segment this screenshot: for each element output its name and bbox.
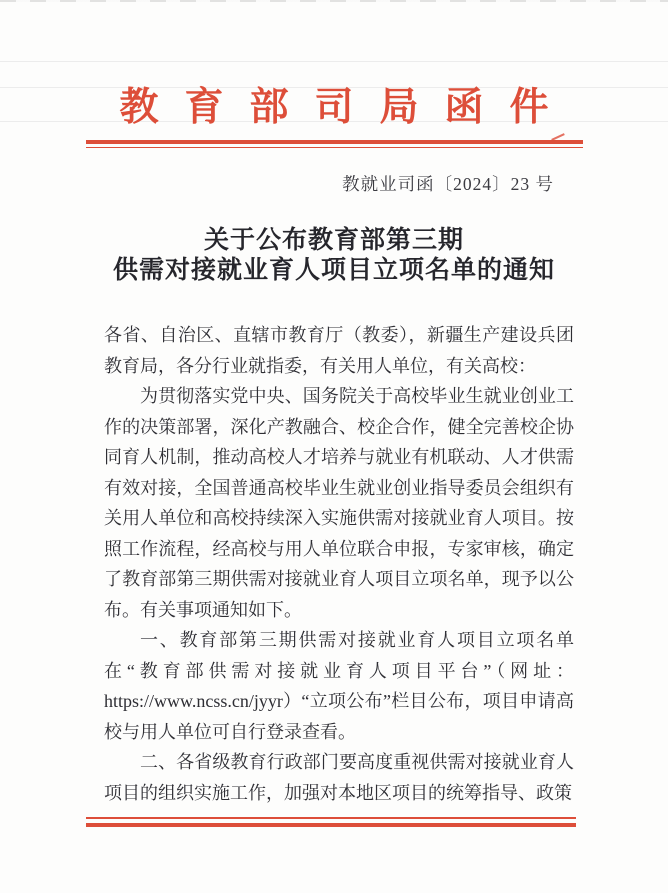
scan-artifact-line <box>0 61 668 62</box>
footer-rule <box>86 817 576 827</box>
letterhead-rule-thin <box>86 147 583 149</box>
notice-title <box>0 226 668 286</box>
letterhead-rule <box>86 140 583 148</box>
letterhead-rule-thick <box>86 140 583 144</box>
body-paragraph: 二、各省级教育行政部门要高度重视供需对接就业育人项目的组织实施工作，加强对本地区项目的统筹指导、政策 <box>104 752 574 803</box>
notice-title-line2: 供需对接就业育人项目立项名单的通知 <box>112 257 555 284</box>
letterhead-title: 教育部司局函件 <box>119 86 575 129</box>
body-paragraph: 一、教育部第三期供需对接就业育人项目立项名单在“教育部供需对接就业育人项目平台”（网址：https://www.ncss.cn/jyyr）“立项公布”栏目公布，项目申请高校与用人单位可自行登录查看。 <box>104 630 574 742</box>
footer-rule-thin <box>86 817 576 819</box>
document-body <box>104 320 574 808</box>
notice-title-line1: 关于公布教育部第三期 <box>203 227 464 254</box>
document-number: 教就业司函〔2024〕23 号 <box>342 174 554 194</box>
footer-rule-thick <box>86 823 576 827</box>
body-paragraph: 为贯彻落实党中央、国务院关于高校毕业生就业创业工作的决策部署，深化产教融合、校企合作，健全完善校企协同育人机制，推动高校人才培养与就业有机联动、人才供需有效对接，全国普通高校毕业生就业创业指导委员会组织有关用人单位和高校持续深入实施供需对接就业育人项目。按照工作流程，经高校与用人单位联合申报，专家审核，确定了教育部第三期供需对接就业育人项目立项名单，现予以公布。有关事项通知如下。 <box>104 386 574 620</box>
scan-edge-artifact <box>0 0 668 2</box>
body-paragraph: 各省、自治区、直辖市教育厅（教委），新疆生产建设兵团教育局，各分行业就指委，有关用人单位，有关高校： <box>104 325 574 376</box>
